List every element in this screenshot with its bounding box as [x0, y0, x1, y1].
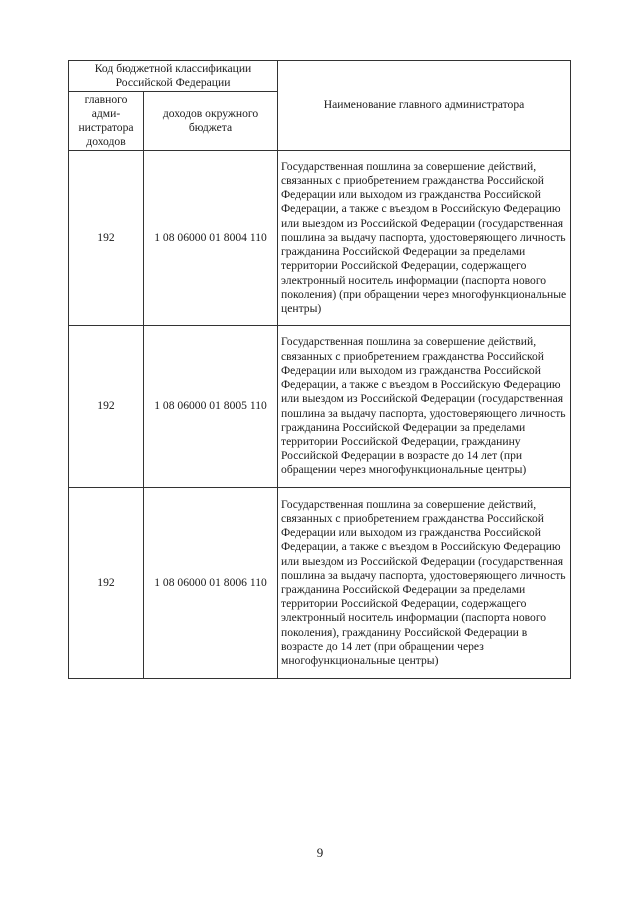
administrator-name-cell: Государственная пошлина за совершение действий, связанных с приобретением гражданства Российской Федерации или выходом из гражданства Российской Федерации, а также с въездом в Российскую Федерацию или выездом из Российской Федерации (государственная пошлина за выдачу паспорта, удостоверяющего личность гражданина Российской Федерации за пределами территории Российской Федерации, содержащего электронный носитель информации (паспорта нового поколения), гражданину Российской Федерации в возрасте до 14 лет (при обращении через многофункциональные центры) — [278, 488, 571, 679]
revenue-code-cell: 1 08 06000 01 8006 110 — [144, 488, 278, 679]
table-header — [69, 61, 571, 151]
header-budget-classification-code: Код бюджетной классификации Российской Федерации — [69, 61, 278, 92]
revenue-code-cell: 1 08 06000 01 8004 110 — [144, 151, 278, 326]
admin-code-cell: 192 — [69, 151, 144, 326]
revenue-administrators-table — [68, 60, 571, 679]
page-number: 9 — [316, 845, 324, 860]
administrator-name-cell: Государственная пошлина за совершение действий, связанных с приобретением гражданства Российской Федерации или выходом из гражданства Российской Федерации, а также с въездом в Российскую Федерацию или выездом из Российской Федерации (государственная пошлина за выдачу паспорта, удостоверяющего личность гражданина Российской Федерации за пределами территории Российской Федерации, содержащего электронный носитель информации (паспорта нового поколения) (при обращении через многофункциональные центры) — [278, 151, 571, 326]
admin-code-cell: 192 — [69, 326, 144, 488]
table-row — [69, 488, 571, 679]
admin-code-cell: 192 — [69, 488, 144, 679]
revenue-code-cell: 1 08 06000 01 8005 110 — [144, 326, 278, 488]
header-administrator-name: Наименование главного администратора — [278, 61, 571, 151]
administrator-name-cell: Государственная пошлина за совершение действий, связанных с приобретением гражданства Российской Федерации или выходом из гражданства Российской Федерации, а также с въездом в Российскую Федерацию или выездом из Российской Федерации (государственная пошлина за выдачу паспорта, удостоверяющего личность гражданина Российской Федерации за пределами территории Российской Федерации, гражданину Российской Федерации в возрасте до 14 лет (при обращении через многофункциональные центры) — [278, 326, 571, 488]
table-row — [69, 151, 571, 326]
table-row — [69, 326, 571, 488]
header-main-administrator: главного адми-нистратора доходов — [69, 92, 144, 151]
header-district-budget-revenue: доходов окружного бюджета — [144, 92, 278, 151]
